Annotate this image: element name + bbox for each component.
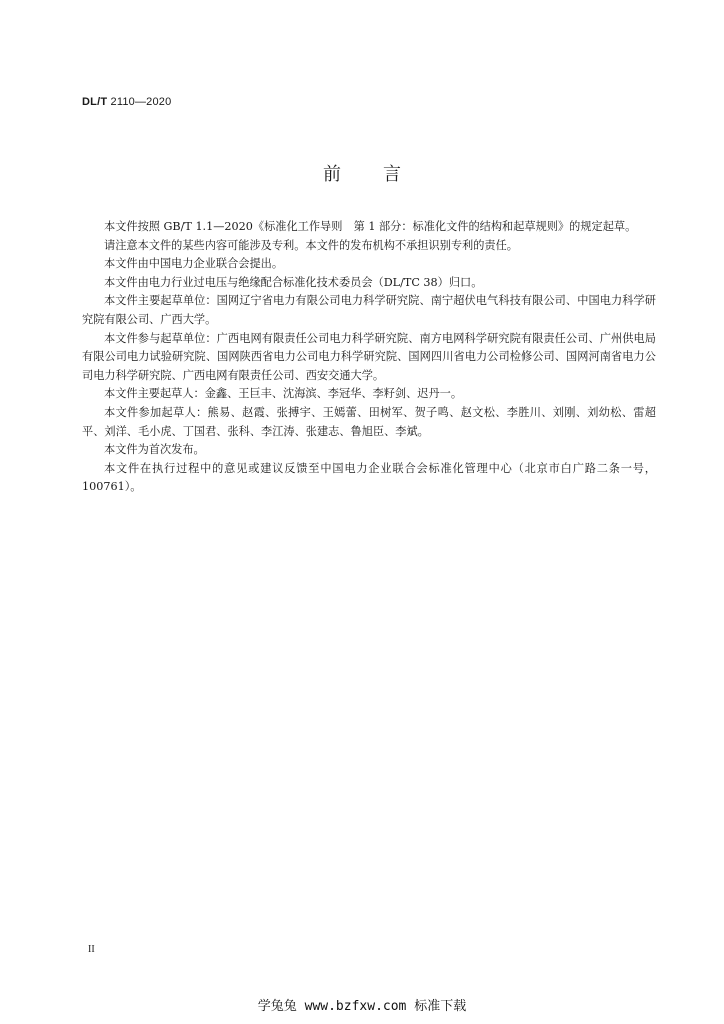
paragraph-administered-by: 本文件由电力行业过电压与绝缘配合标准化技术委员会（DL/TC 38）归口。 <box>104 275 483 289</box>
paragraph-first-release: 本文件为首次发布。 <box>104 443 205 457</box>
document-code-prefix: DL/T <box>82 96 108 108</box>
footer-watermark-text: 学兔兔 www.bzfxw.com 标准下载 <box>257 999 467 1014</box>
document-code <box>82 96 171 108</box>
paragraph-main-drafters: 本文件主要起草人：金鑫、王巨丰、沈海滨、李冠华、李籽剑、迟丹一。 <box>104 387 463 401</box>
page-title-char-2: 言 <box>383 164 401 185</box>
paragraph-feedback-address: 本文件在执行过程中的意见或建议反馈至中国电力企业联合会标准化管理中心（北京市白广路二条一号，100761）。 <box>82 461 656 494</box>
page-title <box>0 160 724 186</box>
paragraph-proposed-by: 本文件由中国电力企业联合会提出。 <box>104 257 284 271</box>
paragraph-main-drafting-units: 本文件主要起草单位：国网辽宁省电力有限公司电力科学研究院、南宁超伏电气科技有限公司、中国电力科学研究院有限公司、广西大学。 <box>82 294 656 326</box>
document-code-number: 2110—2020 <box>110 96 172 108</box>
paragraph-patent-notice: 请注意本文件的某些内容可能涉及专利。本文件的发布机构不承担识别专利的责任。 <box>104 238 518 252</box>
page-number: II <box>88 944 95 955</box>
paragraph-participating-drafters: 本文件参加起草人：熊易、赵霞、张搏宇、王嫣蕾、田树军、贺子鸣、赵文松、李胜川、刘刚、刘幼松、雷超平、刘洋、毛小虎、丁国君、张科、李江涛、张建志、鲁旭臣、李斌。 <box>82 405 656 438</box>
page-title-char-1: 前 <box>323 164 341 185</box>
paragraph-drafting-rules: 本文件按照 GB/T 1.1—2020《标准化工作导则 第 1 部分：标准化文件的结构和起草规则》的规定起草。 <box>104 220 637 233</box>
paragraph-participating-units: 本文件参与起草单位：广西电网有限责任公司电力科学研究院、南方电网科学研究院有限责任公司、广州供电局有限公司电力试验研究院、国网陕西省电力公司电力科学研究院、国网四川省电力公司检修公司、国网河南省电力公司电力科学研究院、广西电网有限责任公司、西安交通大学。 <box>82 331 656 382</box>
foreword-body <box>82 218 656 497</box>
